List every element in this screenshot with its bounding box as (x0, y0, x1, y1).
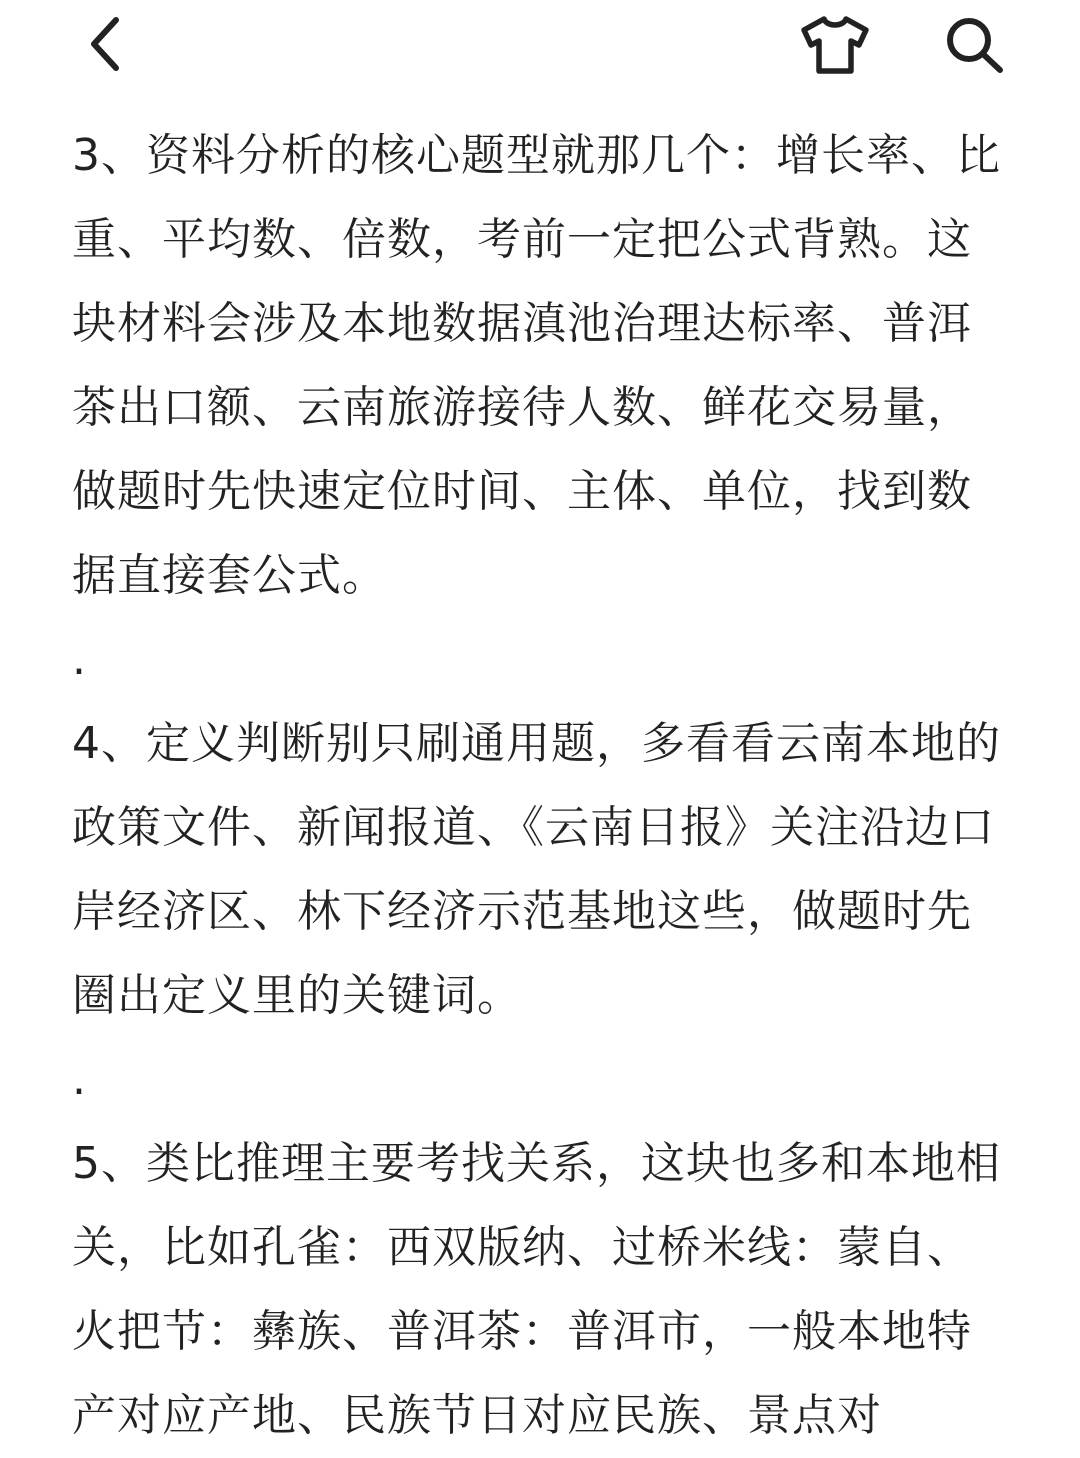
paragraph-3: 3、资料分析的核心题型就那几个：增长率、比重、平均数、倍数，考前一定把公式背熟。这块材料会涉及本地数据滇池治理达标率、普洱茶出口额、云南旅游接待人数、鲜花交易量，做题时先快速定位时间、主体、单位，找到数据直接套公式。 (72, 130, 1001, 601)
search-icon[interactable] (940, 12, 1010, 76)
tshirt-icon[interactable] (798, 14, 872, 76)
separator-dot: . (72, 634, 86, 685)
paragraph-4: 4、定义判断别只刷通用题，多看看云南本地的政策文件、新闻报道、《云南日报》关注沿边口岸经济区、林下经济示范基地这些，做题时先圈出定义里的关键词。 (72, 718, 1001, 1021)
paragraph-5: 5、类比推理主要考找关系，这块也多和本地相关，比如孔雀：西双版纳、过桥米线：蒙自、火把节：彝族、普洱茶：普洱市，一般本地特产对应产地、民族节日对应民族、景点对 (72, 1138, 1001, 1441)
separator-dot: . (72, 1054, 86, 1105)
top-bar (0, 0, 1080, 90)
chevron-left-icon[interactable] (78, 12, 134, 76)
note-content (72, 114, 1012, 1458)
